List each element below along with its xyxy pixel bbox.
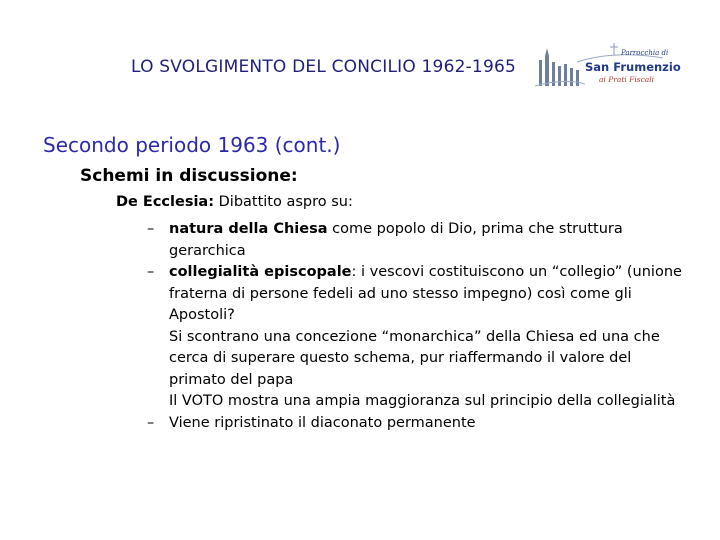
church-icon: [505, 42, 585, 92]
bullet-dash: –: [147, 221, 155, 237]
slide-title: LO SVOLGIMENTO DEL CONCILIO 1962-1965: [131, 57, 516, 77]
intro-bold: De Ecclesia:: [116, 194, 215, 210]
intro-text: Dibattito aspro su:: [214, 194, 353, 210]
bullet-bold: collegialità episcopale: [169, 264, 352, 280]
bullet-text: Viene ripristinato il diaconato permanente: [169, 414, 476, 431]
list-item: [147, 262, 682, 413]
bullet-dash: –: [147, 414, 155, 431]
subheading: Schemi in discussione:: [80, 166, 298, 186]
bullet-bold: natura della Chiesa: [169, 221, 328, 237]
section-heading: Secondo periodo 1963 (cont.): [43, 133, 341, 157]
bullet-dash: –: [147, 264, 155, 280]
list-item: [147, 413, 682, 435]
logo-church-name: San Frumenzio: [585, 60, 681, 74]
list-item: [147, 219, 682, 262]
bullet-paragraph: Il VOTO mostra una ampia maggioranza sul principio della collegialità: [169, 393, 676, 409]
logo-parish-label: Parrocchia di: [621, 49, 669, 57]
bullet-text: come popolo di Dio, prima che struttura gerarchica: [169, 221, 623, 259]
logo-location: ai Prati Fiscali: [599, 75, 655, 84]
intro-line: [116, 194, 353, 210]
bullet-paragraph: Si scontrano una concezione “monarchica” della Chiesa ed una che cerca di superare questo schema, pur riaffermando il valore del primato del papa: [169, 328, 660, 388]
parish-logo: [505, 42, 681, 92]
bullet-text: : i vescovi costituiscono un “collegio” (unione fraterna di persone fedeli ad uno stesso impegno) così come gli Apostoli?: [169, 264, 682, 323]
bullet-list: [147, 219, 682, 434]
